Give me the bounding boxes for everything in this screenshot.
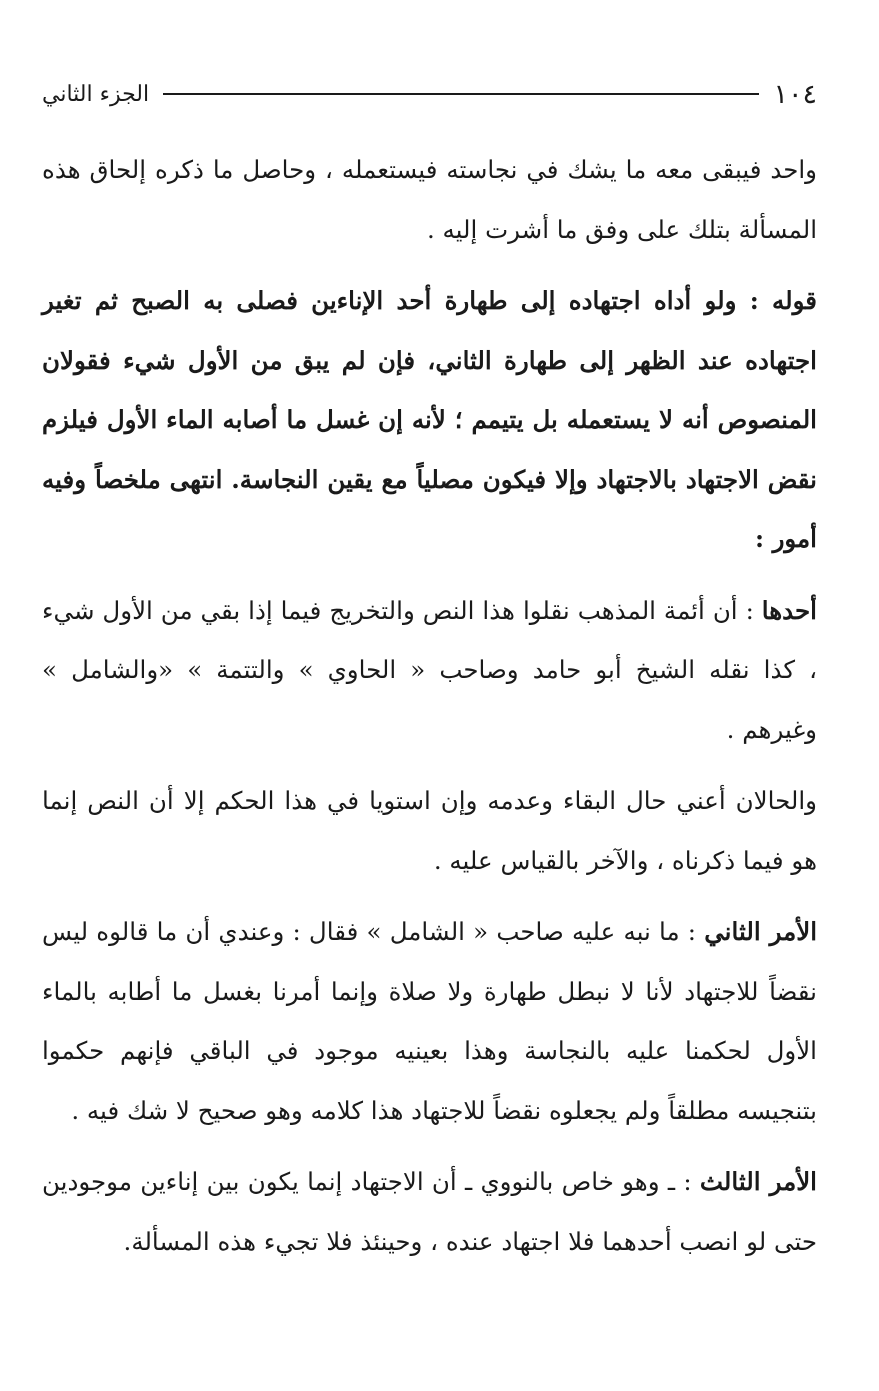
paragraph-lead: الأمر الثاني	[704, 917, 817, 946]
paragraph-text: : أن أئمة المذهب نقلوا هذا النص والتخريج فيما إذا بقي من الأول شيء ، كذا نقله الشيخ أبو حامد وصاحب « الحاوي » والتتمة » «والشامل » وغيرهم .	[42, 595, 817, 744]
paragraph-first-matter	[42, 581, 817, 760]
paragraph-text: والحالان أعني حال البقاء وعدمه وإن استويا في هذا الحكم إلا أن النص إنما هو فيما ذكرناه ، والآخر بالقياس عليه .	[42, 786, 817, 875]
page-header	[42, 72, 817, 116]
paragraph-third-matter	[42, 1152, 817, 1271]
header-rule	[163, 93, 759, 95]
paragraph-text: : ما نبه عليه صاحب « الشامل » فقال : وعندي أن ما قالوه ليس نقضاً للاجتهاد لأنا لا نبطل طهارة ولا صلاة وإنما أمرنا بغسل ما أطابه بالماء الأول لحكمنا عليه بالنجاسة وهذا بعينيه موجود في الباقي فإنهم حكموا بتنجيسه مطلقاً ولم يجعلوه نقضاً للاجتهاد هذا كلامه وهو صحيح لا شك فيه .	[42, 917, 817, 1125]
page-body	[42, 140, 817, 1283]
paragraph-second-matter	[42, 902, 817, 1140]
paragraph-text: واحد فيبقى معه ما يشك في نجاسته فيستعمله ، وحاصل ما ذكره إلحاق هذه المسألة بتلك على وفق ما أشرت إليه .	[42, 155, 817, 244]
running-title: الجزء الثاني	[42, 81, 150, 107]
quoted-paragraph	[42, 271, 817, 569]
paragraph-lead: أحدها	[761, 595, 817, 625]
paragraph-text: : ـ وهو خاص بالنووي ـ أن الاجتهاد إنما يكون بين إناءين موجودين حتى لو انصب أحدهما فلا اجتهاد عنده ، وحينئذ فلا تجيء هذه المسألة.	[42, 1167, 817, 1256]
paragraph-4	[42, 771, 817, 890]
paragraph-lead: الأمر الثالث	[699, 1167, 817, 1196]
page-number: ١٠٤	[773, 78, 817, 110]
paragraph-1	[42, 140, 817, 259]
paragraph-text: قوله : ولو أداه اجتهاده إلى طهارة أحد الإناءين فصلى به الصبح ثم تغير اجتهاده عند الظهر إلى طهارة الثاني، فإن لم يبق من الأول شيء فقولان المنصوص أنه لا يستعمله بل يتيمم ؛ لأنه إن غسل ما أصابه الماء الأول فيلزم نقض الاجتهاد بالاجتهاد وإلا فيكون مصلياً مع يقين النجاسة. انتهى ملخصاً وفيه أمور :	[42, 286, 817, 553]
